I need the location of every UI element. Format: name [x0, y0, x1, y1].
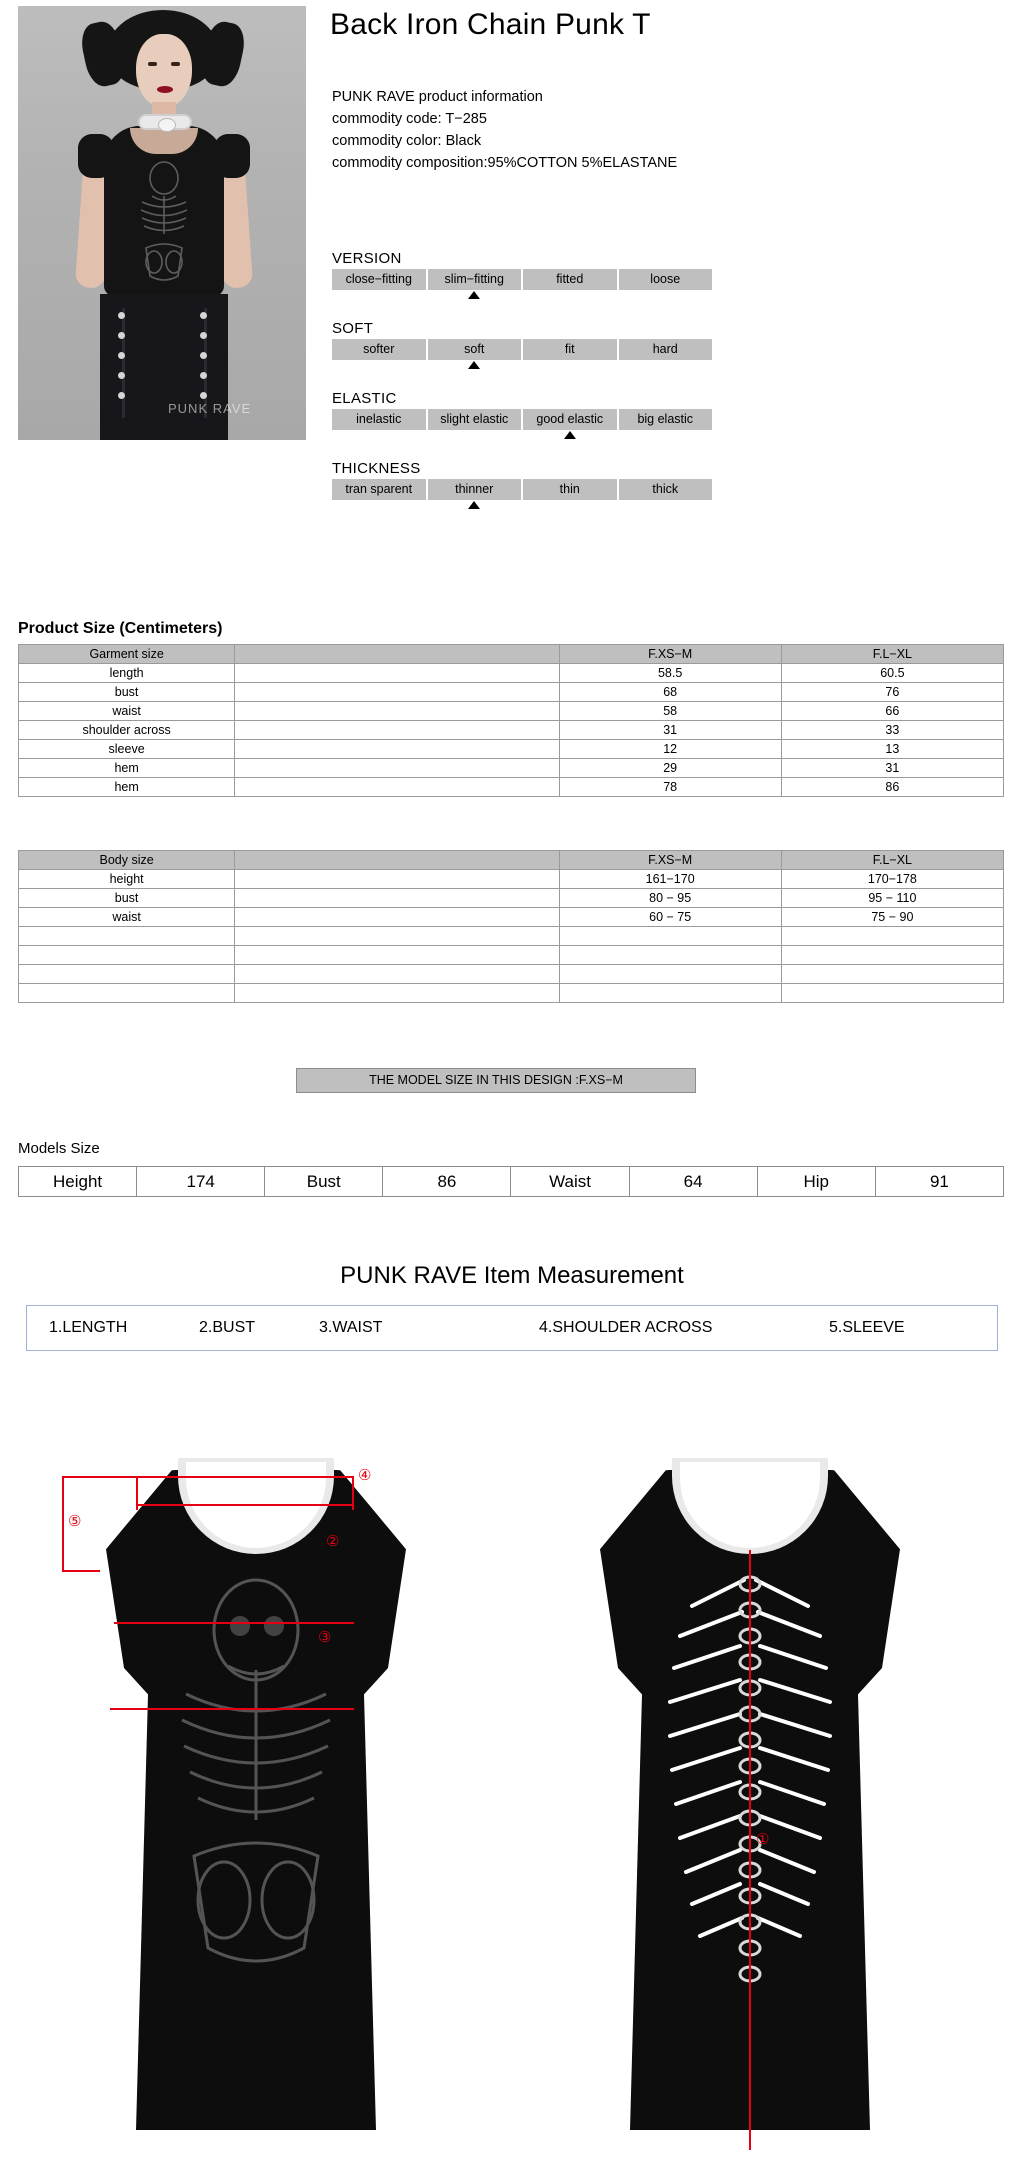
cell [235, 664, 559, 683]
rating-title-version: VERSION [332, 250, 402, 267]
model-choker [138, 114, 192, 130]
cell: 33 [781, 721, 1003, 740]
table-row [19, 984, 1004, 1003]
models-key-bust: Bust [265, 1167, 383, 1197]
cell: 95 − 110 [781, 889, 1003, 908]
callout-length: ① [756, 1831, 770, 1848]
rating-marker-thickness [332, 500, 712, 510]
cell [19, 965, 235, 984]
body-size-header-1 [235, 851, 559, 870]
cell [781, 965, 1003, 984]
measure-item-sleeve: 5.SLEEVE [829, 1319, 905, 1336]
cell: 13 [781, 740, 1003, 759]
cell [559, 946, 781, 965]
rating-option-version-3[interactable]: loose [619, 269, 713, 290]
selected-marker-icon [468, 291, 480, 299]
measurement-legend [26, 1305, 998, 1351]
rating-option-soft-2[interactable]: fit [523, 339, 617, 360]
models-size-heading: Models Size [18, 1140, 100, 1157]
callout-shoulder: ④ [358, 1467, 372, 1484]
cell [235, 908, 559, 927]
cell [19, 946, 235, 965]
callout-bust: ② [326, 1533, 340, 1550]
cell [781, 946, 1003, 965]
cell: waist [19, 908, 235, 927]
cell [235, 870, 559, 889]
garment-size-table-wrap [18, 644, 1004, 797]
rating-option-version-1[interactable]: slim−fitting [428, 269, 522, 290]
cell [235, 984, 559, 1003]
garment-front-diagram [36, 1400, 466, 2160]
body-size-header-2: F.XS−M [559, 851, 781, 870]
table-row [19, 965, 1004, 984]
cell: 68 [559, 683, 781, 702]
garment-size-header-2: F.XS−M [559, 645, 781, 664]
model-face [136, 34, 192, 108]
front-sleeve-guide-v [62, 1476, 64, 1572]
cell: 12 [559, 740, 781, 759]
table-row [19, 683, 1004, 702]
selected-marker-icon [468, 361, 480, 369]
cell [781, 984, 1003, 1003]
rating-title-soft: SOFT [332, 320, 374, 337]
rating-bar-version [332, 269, 712, 290]
rating-title-elastic: ELASTIC [332, 390, 397, 407]
rating-bar-soft [332, 339, 712, 360]
front-bust-guide [114, 1622, 354, 1624]
cell [235, 778, 559, 797]
rating-option-soft-3[interactable]: hard [619, 339, 713, 360]
cell: length [19, 664, 235, 683]
cell [235, 889, 559, 908]
cell: 78 [559, 778, 781, 797]
models-value-hip: 91 [875, 1167, 1003, 1197]
rating-group-thickness [332, 460, 712, 510]
body-size-table-wrap [18, 850, 1004, 1003]
cell [235, 740, 559, 759]
models-value-height: 174 [137, 1167, 265, 1197]
cell [235, 927, 559, 946]
info-heading: PUNK RAVE product information [332, 89, 543, 105]
cell [235, 702, 559, 721]
cell: hem [19, 759, 235, 778]
callout-waist: ③ [318, 1629, 332, 1646]
cell [235, 721, 559, 740]
back-length-guide [749, 1550, 751, 2150]
cell: 60 − 75 [559, 908, 781, 927]
models-value-waist: 64 [629, 1167, 757, 1197]
front-skeleton-print [128, 1570, 384, 1990]
front-sleeve-guide-h [62, 1570, 100, 1572]
table-row [19, 664, 1004, 683]
table-row [19, 759, 1004, 778]
cell [559, 927, 781, 946]
cell: 66 [781, 702, 1003, 721]
model-sleeve-left [78, 134, 114, 178]
cell [235, 759, 559, 778]
product-info-block [332, 86, 677, 174]
rating-option-elastic-3[interactable]: big elastic [619, 409, 713, 430]
cell: 58 [559, 702, 781, 721]
garment-size-table [18, 644, 1004, 797]
rating-marker-soft [332, 360, 712, 370]
cell: shoulder across [19, 721, 235, 740]
garment-size-header-3: F.L−XL [781, 645, 1003, 664]
rating-option-thickness-2[interactable]: thin [523, 479, 617, 500]
cell: bust [19, 889, 235, 908]
measure-item-length: 1.LENGTH [49, 1319, 128, 1336]
photo-watermark: PUNK RAVE [168, 401, 252, 416]
models-key-height: Height [19, 1167, 137, 1197]
front-shoulder-right-tick [352, 1476, 354, 1510]
model-lips [157, 86, 173, 93]
callout-sleeve: ⑤ [68, 1513, 82, 1530]
rating-group-version [332, 250, 712, 300]
cell: 161−170 [559, 870, 781, 889]
rating-bar-thickness [332, 479, 712, 500]
models-key-waist: Waist [511, 1167, 629, 1197]
measure-item-bust: 2.BUST [199, 1319, 256, 1336]
rating-option-version-2[interactable]: fitted [523, 269, 617, 290]
cell [559, 984, 781, 1003]
cell: hem [19, 778, 235, 797]
cell [235, 683, 559, 702]
rating-marker-elastic [332, 430, 712, 440]
rating-bar-elastic [332, 409, 712, 430]
model-photo [18, 6, 306, 440]
cell: 58.5 [559, 664, 781, 683]
model-size-note: THE MODEL SIZE IN THIS DESIGN :F.XS−M [296, 1068, 696, 1093]
models-size-table-wrap [18, 1166, 1004, 1197]
selected-marker-icon [564, 431, 576, 439]
table-row [19, 889, 1004, 908]
table-row [19, 702, 1004, 721]
table-header-row [19, 645, 1004, 664]
measurement-title: PUNK RAVE Item Measurement [340, 1262, 684, 1289]
body-size-header-0: Body size [19, 851, 235, 870]
rating-option-version-0[interactable]: close−fitting [332, 269, 426, 290]
table-row [19, 778, 1004, 797]
model-eye-right [171, 62, 180, 66]
commodity-composition: commodity composition:95%COTTON 5%ELASTANE [332, 155, 678, 171]
cell [781, 927, 1003, 946]
table-row [19, 721, 1004, 740]
cell: sleeve [19, 740, 235, 759]
commodity-color: commodity color: Black [332, 133, 482, 149]
cell [19, 927, 235, 946]
rating-option-thickness-3[interactable]: thick [619, 479, 713, 500]
skeleton-print [122, 156, 206, 286]
front-waist-guide [110, 1708, 354, 1710]
page-title: Back Iron Chain Punk T [330, 8, 651, 41]
cell: waist [19, 702, 235, 721]
garment-size-header-1 [235, 645, 559, 664]
measure-item-shoulder: 4.SHOULDER ACROSS [539, 1319, 713, 1336]
rating-option-soft-0[interactable]: softer [332, 339, 426, 360]
models-key-hip: Hip [757, 1167, 875, 1197]
cell: height [19, 870, 235, 889]
cell: 60.5 [781, 664, 1003, 683]
measure-item-waist: 3.WAIST [319, 1319, 383, 1336]
rating-title-thickness: THICKNESS [332, 460, 421, 477]
commodity-code: commodity code: T−285 [332, 111, 487, 127]
rating-marker-version [332, 290, 712, 300]
cell: 86 [781, 778, 1003, 797]
model-eye-left [148, 62, 157, 66]
rating-option-elastic-2[interactable]: good elastic [523, 409, 617, 430]
table-header-row [19, 851, 1004, 870]
rating-option-thickness-1[interactable]: thinner [428, 479, 522, 500]
cell [235, 965, 559, 984]
garment-size-header-0: Garment size [19, 645, 235, 664]
table-row [19, 740, 1004, 759]
rating-option-elastic-0[interactable]: inelastic [332, 409, 426, 430]
table-row [19, 927, 1004, 946]
rating-group-elastic [332, 390, 712, 440]
rating-group-soft [332, 320, 712, 370]
cell [559, 965, 781, 984]
models-value-bust: 86 [383, 1167, 511, 1197]
body-size-table [18, 850, 1004, 1003]
rating-option-thickness-0[interactable]: tran sparent [332, 479, 426, 500]
body-size-header-3: F.L−XL [781, 851, 1003, 870]
cell: 170−178 [781, 870, 1003, 889]
cell: bust [19, 683, 235, 702]
cell: 31 [781, 759, 1003, 778]
front-length-top-guide [62, 1476, 352, 1478]
product-size-heading: Product Size (Centimeters) [18, 620, 223, 637]
cell: 80 − 95 [559, 889, 781, 908]
cell: 29 [559, 759, 781, 778]
models-size-table [18, 1166, 1004, 1197]
selected-marker-icon [468, 501, 480, 509]
cell [19, 984, 235, 1003]
table-row [19, 870, 1004, 889]
cell: 31 [559, 721, 781, 740]
rating-option-elastic-1[interactable]: slight elastic [428, 409, 522, 430]
front-shoulder-guide [136, 1504, 352, 1506]
cell: 75 − 90 [781, 908, 1003, 927]
table-row [19, 946, 1004, 965]
garment-back-diagram [530, 1400, 960, 2160]
table-row [19, 1167, 1004, 1197]
model-sleeve-right [214, 134, 250, 178]
cell [235, 946, 559, 965]
cell: 76 [781, 683, 1003, 702]
table-row [19, 908, 1004, 927]
rating-option-soft-1[interactable]: soft [428, 339, 522, 360]
